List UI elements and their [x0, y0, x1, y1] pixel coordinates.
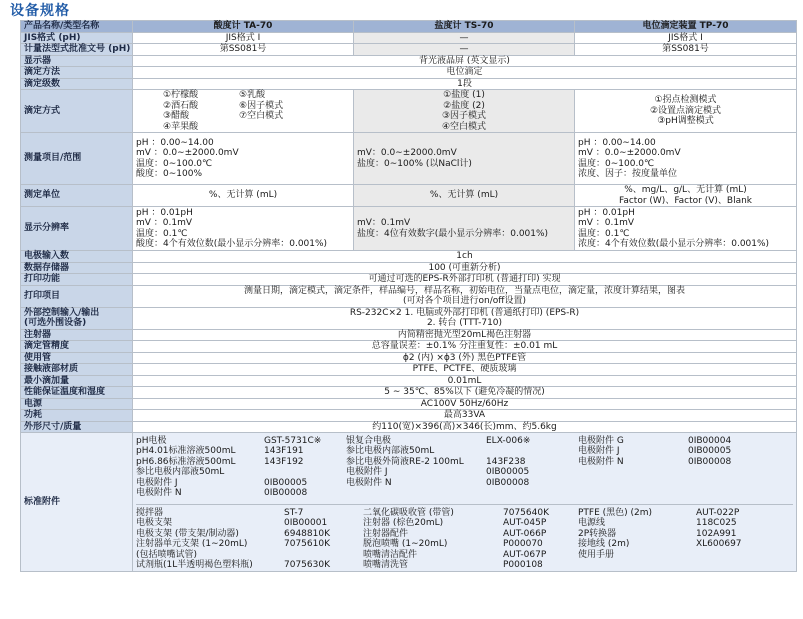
row-value-ta	[133, 90, 354, 133]
cell-line: 酸度：4个有效位数(最小显示分辨率：0.001%)	[136, 239, 328, 249]
accessory-code: 7075640K	[503, 507, 549, 518]
accessory-item	[346, 478, 530, 489]
accessory-code: AUT-066P	[503, 528, 547, 539]
accessory-name: 电极附件 G	[578, 435, 624, 446]
mode-item: ⑥因子模式	[239, 100, 284, 111]
accessory-code: 143F191	[264, 446, 304, 456]
cell-line: ④空白模式	[441, 121, 487, 132]
row-value-shared: 电位滴定	[133, 67, 797, 79]
accessory-code: 0IB00005	[688, 446, 732, 456]
accessory-code: 143F238	[486, 456, 526, 467]
row-label: 注射器	[21, 329, 133, 341]
cell-line: Factor (W)、Factor (V)、Blank	[618, 195, 753, 206]
cell-line: 酸度：0∼100%	[136, 169, 202, 179]
cell-line: ①拐点检测模式	[654, 95, 717, 106]
row-label: 计量法型式批准文号 (pH)	[21, 44, 133, 56]
row-value-shared: 0.01mL	[133, 375, 797, 387]
accessory-item	[136, 436, 321, 447]
row-value-shared	[133, 285, 797, 307]
mode-item: ⑤乳酸	[239, 90, 266, 100]
spec-row	[21, 251, 797, 263]
accessory-block	[136, 508, 330, 571]
mode-item: ⑦空白模式	[239, 111, 284, 121]
cell-line: pH ：0.01pH	[578, 207, 635, 218]
row-label: 数据存储器	[21, 262, 133, 274]
accessory-name: 喷嘴清洗管	[363, 560, 409, 570]
row-label: 性能保证温度和湿度	[21, 387, 133, 399]
accessory-name: 电极支架 (带支架/制动器)	[136, 528, 239, 539]
accessory-code: AUT-067P	[503, 549, 547, 560]
accessory-name: pH电极	[136, 435, 167, 446]
accessories-divider	[136, 504, 793, 505]
row-label: 打印功能	[21, 274, 133, 286]
accessory-name: 电极附件 J	[578, 446, 620, 456]
accessory-item	[136, 488, 321, 499]
accessory-block	[363, 508, 549, 571]
accessory-code: 102A991	[696, 528, 737, 539]
accessories-grid	[136, 434, 793, 571]
accessory-item	[136, 446, 321, 457]
accessory-name: 注射器配件	[363, 528, 409, 539]
accessory-item	[136, 478, 321, 489]
spec-row	[21, 32, 797, 44]
row-value-tp	[575, 185, 797, 207]
accessory-name: 电极附件 N	[136, 488, 182, 498]
spec-row	[21, 375, 797, 387]
row-label: 电源	[21, 398, 133, 410]
accessory-item	[346, 446, 530, 457]
spec-row	[21, 133, 797, 185]
mode-item: ①柠檬酸	[163, 90, 199, 100]
accessory-item	[136, 508, 330, 519]
row-value: —	[354, 44, 575, 56]
cell-line: ②盐度 (2)	[443, 100, 485, 111]
mode-grid	[136, 90, 350, 132]
accessory-code: ELX-006※	[486, 435, 531, 446]
accessory-item	[578, 457, 731, 468]
accessory-code: 0IB00005	[486, 467, 530, 477]
cell-line: mV ：0.0∼±2000.0mV	[136, 148, 239, 158]
cell-line: 浓度、因子：按度量单位	[578, 169, 678, 179]
header-product: 酸度计 TA-70	[133, 21, 354, 33]
row-label: 显示分辨率	[21, 207, 133, 251]
row-label: 滴定方法	[21, 67, 133, 79]
row-value: JIS格式 I	[133, 32, 354, 44]
spec-row	[21, 55, 797, 67]
row-value: 第SS081号	[575, 44, 797, 56]
cell-line: 温度：0∼100.0℃	[578, 158, 655, 169]
cell-line: RS-232C×2 1. 电脑或外部打印机 (普通纸打印) (EPS-R)	[349, 307, 580, 318]
accessory-name: 电极附件 N	[578, 456, 624, 467]
cell-line: 温度：0∼100.0℃	[136, 158, 213, 169]
accessory-item	[136, 550, 330, 561]
row-value-shared: 1ch	[133, 251, 797, 263]
cell-line: 浓度：4个有效位数(最小显示分辨率：0.001%)	[578, 239, 770, 249]
table-header-row	[21, 21, 797, 33]
accessory-code: 7075630K	[284, 560, 330, 570]
spec-row	[21, 90, 797, 133]
accessory-name: 电极附件 J	[346, 467, 388, 477]
accessory-item	[136, 457, 321, 468]
mode-item	[239, 122, 299, 133]
row-value-shared: 总容量误差：±0.1% 分注重复性：±0.01 mL	[133, 341, 797, 353]
accessory-code: 118C025	[696, 518, 737, 528]
row-value-tp	[575, 207, 797, 251]
row-label: 显示器	[21, 55, 133, 67]
accessories-row	[21, 433, 797, 572]
row-label: 滴定管精度	[21, 341, 133, 353]
spec-row	[21, 341, 797, 353]
page-title: 设备规格	[10, 3, 70, 19]
accessory-name: 二氧化碳吸收管 (带管)	[363, 507, 454, 518]
row-value-shared: AC100V 50Hz/60Hz	[133, 398, 797, 410]
row-value-ta	[133, 207, 354, 251]
spec-table	[20, 20, 797, 572]
accessory-item	[136, 467, 321, 478]
mode-item: ④苹果酸	[163, 121, 199, 132]
row-label: 测定单位	[21, 185, 133, 207]
row-label: 电极输入数	[21, 251, 133, 263]
accessory-name: pH6.86标准溶液500mL	[136, 456, 236, 467]
spec-row	[21, 387, 797, 399]
accessory-code: P000108	[503, 560, 543, 570]
accessory-item	[346, 457, 530, 468]
row-label	[21, 307, 133, 329]
accessory-code: 0IB00008	[264, 488, 308, 498]
cell-line: (可对各个项目进行on/off设置)	[403, 296, 526, 306]
accessory-code: 0IB00004	[688, 435, 732, 446]
accessory-name: 2P转换器	[578, 528, 617, 539]
spec-row	[21, 67, 797, 79]
cell-line: 测量日期，滴定模式，滴定条件，样品编号，样品名称，初始电位，当量点电位，滴定量，浓度计算结果，图表	[243, 285, 685, 296]
accessory-name: 搅拌器	[136, 507, 164, 518]
accessory-block	[578, 508, 742, 561]
spec-row	[21, 78, 797, 90]
row-label: 测量项目/范围	[21, 133, 133, 185]
row-value-shared: 可通过可选的EPS-R外部打印机 (普通打印) 实现	[133, 274, 797, 286]
row-label: JIS格式 (pH)	[21, 32, 133, 44]
accessory-item	[136, 518, 330, 529]
cell-line: 2. 转台 (TTT-710)	[426, 318, 503, 328]
accessory-block	[136, 436, 321, 499]
row-value-shared	[133, 307, 797, 329]
cell-line: 盐度：4位有效数字(最小显示分辨率：0.001%)	[357, 228, 549, 239]
accessory-code: ST-7	[284, 507, 304, 518]
cell-line: %、mg/L、g/L、无计算 (mL)	[624, 185, 747, 195]
accessory-code: AUT-045P	[503, 518, 547, 528]
cell-line: pH ：0.00∼14.00	[578, 137, 656, 148]
cell-line: 盐度：0∼100% (以NaCl计)	[357, 158, 472, 169]
accessory-item	[346, 467, 530, 478]
cell-line: ②设置点滴定模式	[649, 105, 722, 116]
spec-row	[21, 185, 797, 207]
accessory-name: (包括喷嘴试管)	[136, 549, 198, 560]
row-value-ta	[133, 133, 354, 185]
row-value-shared: 100 (可重新分析)	[133, 262, 797, 274]
accessory-code: XL600697	[696, 539, 742, 549]
accessory-name: 试剂瓶(1L半透明褐色塑料瓶)	[136, 560, 253, 570]
row-value-shared: ϕ2 (内) ×ϕ3 (外) 黑色PTFE管	[133, 352, 797, 364]
row-value: 第SS081号	[133, 44, 354, 56]
accessory-name: 接地线 (2m)	[578, 539, 630, 549]
accessory-name: 银复合电极	[346, 435, 392, 446]
row-label: 标准附件	[21, 433, 133, 572]
accessory-item	[363, 518, 549, 529]
accessory-item	[363, 508, 549, 519]
row-label: 最小滴加量	[21, 375, 133, 387]
accessory-item	[136, 539, 330, 550]
accessory-name: 电极支架	[136, 518, 173, 528]
spec-row	[21, 329, 797, 341]
accessory-item	[578, 550, 742, 561]
accessory-code: 6948810K	[284, 528, 330, 539]
row-label: 打印项目	[21, 285, 133, 307]
accessory-code: P000070	[503, 539, 543, 549]
accessory-code: 0IB00001	[284, 518, 328, 528]
spec-row	[21, 352, 797, 364]
accessory-item	[578, 539, 742, 550]
spec-row	[21, 207, 797, 251]
accessory-item	[578, 529, 742, 540]
header-product: 电位滴定装置 TP-70	[575, 21, 797, 33]
accessory-item	[578, 518, 742, 529]
mode-item: ②酒石酸	[163, 100, 199, 111]
accessory-item	[578, 436, 731, 447]
cell-line: pH ：0.01pH	[136, 207, 193, 218]
accessory-name: 注射器 (棕色20mL)	[363, 518, 444, 528]
spec-row	[21, 285, 797, 307]
accessory-code: 0IB00005	[264, 477, 308, 488]
cell-line: 外部控制输入/输出	[24, 307, 100, 318]
cell-line: ③pH调整模式	[657, 116, 714, 127]
cell-line: pH ：0.00∼14.00	[136, 137, 214, 148]
spec-row	[21, 398, 797, 410]
accessory-name: 参比电极内部液50mL	[346, 446, 435, 456]
spec-row	[21, 274, 797, 286]
row-value-ta: %、无计算 (mL)	[133, 185, 354, 207]
row-label: 滴定级数	[21, 78, 133, 90]
row-value-ts	[354, 133, 575, 185]
row-value-shared: 内简精密抛光型20mL褐色注射器	[133, 329, 797, 341]
accessory-item	[578, 508, 742, 519]
row-value-shared: PTFE、PCTFE、硬质玻璃	[133, 364, 797, 376]
row-value-ts	[354, 207, 575, 251]
row-value: —	[354, 32, 575, 44]
accessory-item	[578, 446, 731, 457]
spec-row	[21, 44, 797, 56]
row-label: 外形尺寸/质量	[21, 421, 133, 433]
accessory-code: 0IB00008	[688, 456, 732, 467]
cell-line: mV ：0.0∼±2000.0mV	[578, 148, 681, 158]
row-label: 接触液部材质	[21, 364, 133, 376]
accessory-name: 注射器单元支架 (1∼20mL)	[136, 539, 248, 549]
accessory-code: AUT-022P	[696, 507, 740, 518]
cell-line: 温度：0.1℃	[136, 228, 188, 239]
accessory-block	[578, 436, 731, 468]
row-value-tp	[575, 90, 797, 133]
accessory-code: 0IB00008	[486, 477, 530, 488]
spec-row	[21, 410, 797, 422]
accessory-name: pH4.01标准溶液500mL	[136, 446, 236, 456]
accessory-name: 电极附件 N	[346, 477, 392, 488]
row-value-shared: 最高33VA	[133, 410, 797, 422]
accessory-item	[363, 529, 549, 540]
accessory-name: 喷嘴清洁配件	[363, 549, 418, 560]
cell-line: mV ：0.1mV	[136, 218, 193, 228]
mode-item: ③醋酸	[163, 111, 190, 121]
row-value-shared: 5 ∼ 35℃、85%以下 (避免冷凝的情况)	[133, 387, 797, 399]
accessory-block	[346, 436, 530, 489]
accessories-list	[133, 433, 797, 572]
header-product: 盐度计 TS-70	[354, 21, 575, 33]
accessory-name: 参比电极内部液50mL	[136, 467, 225, 477]
cell-line: 温度：0.1℃	[578, 228, 630, 239]
cell-line: mV ：0.1mV	[578, 218, 635, 228]
accessory-name: PTFE (黑色) (2m)	[578, 507, 653, 518]
cell-line: (可选外围设备)	[24, 318, 87, 328]
accessory-item	[136, 560, 330, 571]
row-label: 功耗	[21, 410, 133, 422]
row-label: 使用管	[21, 352, 133, 364]
row-value-shared: 背光液晶屏 (英文显示)	[133, 55, 797, 67]
accessory-code: 143F192	[264, 456, 304, 467]
spec-row	[21, 364, 797, 376]
accessory-code: 7075610K	[284, 539, 330, 549]
spec-row	[21, 421, 797, 433]
row-value: JIS格式 I	[575, 32, 797, 44]
accessory-name: 使用手册	[578, 549, 615, 560]
row-value-shared: 1段	[133, 78, 797, 90]
accessory-code: GST-5731C※	[264, 435, 322, 446]
accessory-item	[363, 539, 549, 550]
cell-line: ①盐度 (1)	[443, 90, 485, 100]
row-value-ts: %、无计算 (mL)	[354, 185, 575, 207]
cell-line: mV：0.0∼±2000.0mV	[357, 148, 457, 158]
row-label: 滴定方式	[21, 90, 133, 133]
accessory-name: 电极附件 J	[136, 477, 178, 488]
spec-row	[21, 262, 797, 274]
row-value-tp	[575, 133, 797, 185]
cell-line: mV：0.1mV	[357, 218, 411, 228]
accessory-item	[136, 529, 330, 540]
accessory-name: 参比电极外筒液RE-2 100mL	[346, 456, 464, 467]
cell-line: ③因子模式	[441, 111, 487, 121]
row-value-shared: 约110(宽)×396(高)×346(长)mm、约5.6kg	[133, 421, 797, 433]
accessory-item	[363, 560, 549, 571]
accessory-item	[346, 436, 530, 447]
accessory-name: 电源线	[578, 518, 606, 528]
spec-row	[21, 307, 797, 329]
header-label: 产品名称/类型名称	[21, 21, 133, 33]
row-value-ts	[354, 90, 575, 133]
accessory-name: 脱泡喷嘴 (1∼20mL)	[363, 539, 448, 549]
accessory-item	[363, 550, 549, 561]
